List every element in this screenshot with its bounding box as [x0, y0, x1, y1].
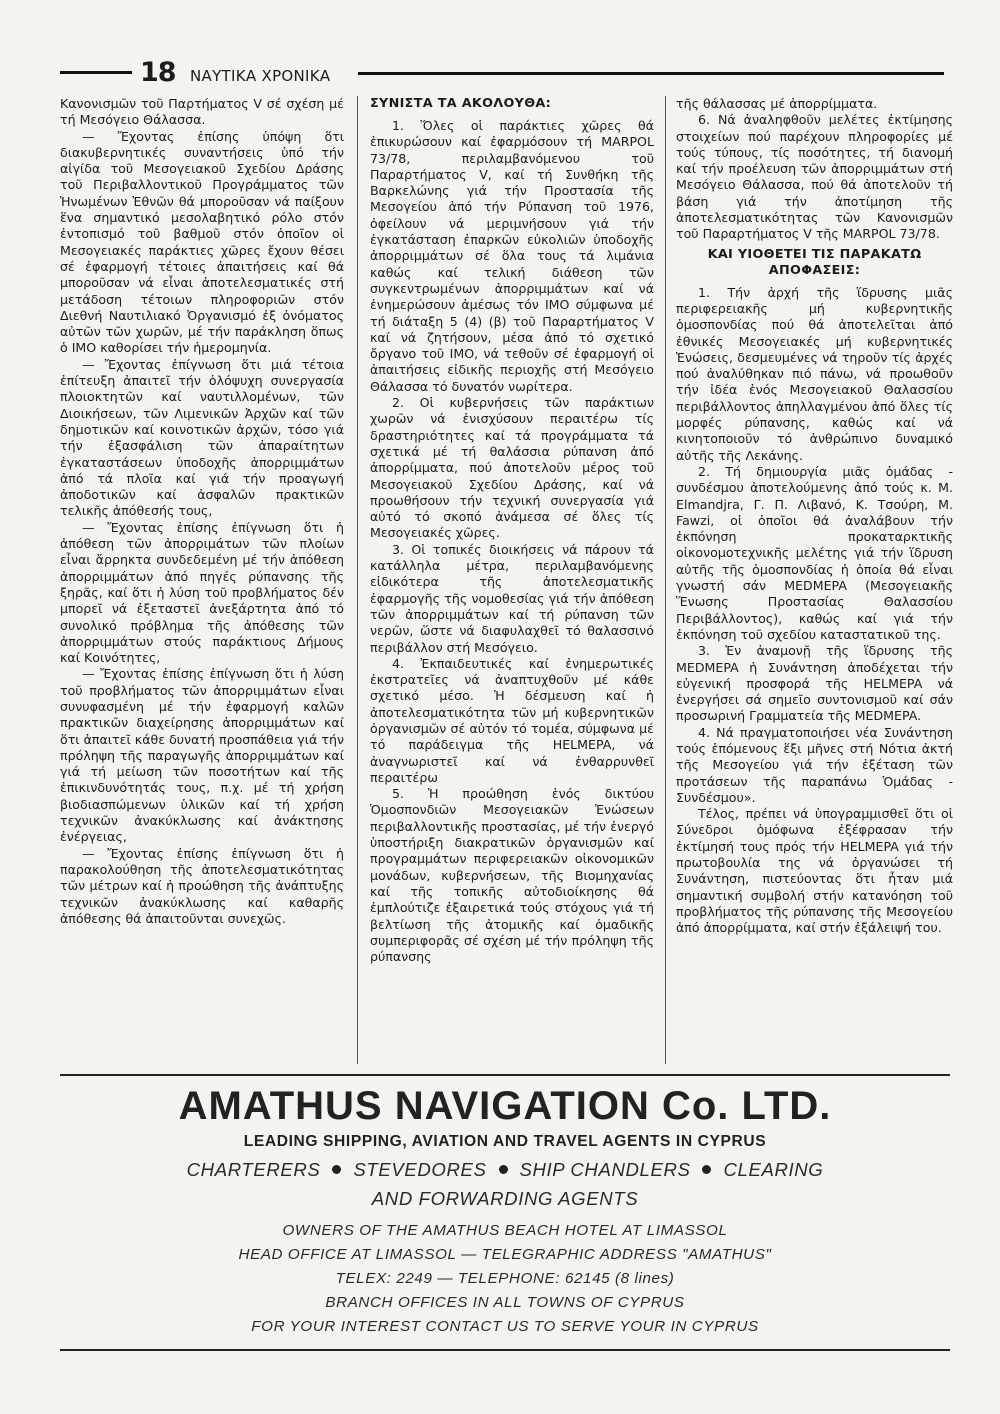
article-column-3 — [676, 96, 953, 937]
ad-services — [60, 1159, 950, 1181]
masthead-rule-left — [60, 71, 132, 74]
ad-tagline: LEADING SHIPPING, AVIATION AND TRAVEL AGENTS IN CYPRUS — [243, 1133, 767, 1150]
ad-service-item: STEVEDORES — [353, 1159, 487, 1180]
paragraph: τῆς θάλασσας μέ ἀπορρίμματα. — [676, 96, 878, 111]
paragraph: 1. Τήν ἀρχή τῆς ἵδρυσης μιᾶς περιφερειακῆς μή κυβερνητικῆς ὁμοσπονδίας πού θά ἀποτελεῖται ἀπό ἐθνικές Μεσογειακές μή κυβερνητικές Ἑνώσεις, δεσμευμένες νά τηροῦν τίς ἀρχές πού ἀναλύθηκαν πιό πάνω, νά προωθοῦν τήν ἰδέα ἑνός Μεσογειακοῦ Θαλασσίου περιβάλλοντος ἀπηλλαγμένου ἀπό ὅλες τίς μορφές ρύπανσης, καθώς καί νά κινητοποιοῦν τό ἀνθρώπινο δυναμικό αὐτῆς τῆς Λεκάνης. — [676, 284, 953, 463]
paragraph: 3. Ἐν ἀναμονῇ τῆς ἵδρυσης τῆς MEDMEPA ἡ Συνάντηση ἀποδέχεται τήν εὐγενική προσφορά τῆς HELMEPA νά ἐνεργήσει σά σημεῖο συντονισμοῦ καί σάν προσωρινή Γραμματεία τῆς MEDMEPA. — [676, 643, 953, 724]
ad-branches-line: BRANCH OFFICES IN ALL TOWNS OF CYPRUS — [325, 1294, 685, 1311]
article-column-1 — [60, 96, 344, 927]
bullet-icon — [702, 1165, 711, 1174]
ad-top-rule — [60, 1074, 950, 1076]
ad-service-item: CLEARING — [723, 1159, 824, 1180]
paragraph: 5. Ἡ προώθηση ἑνός δικτύου Ὁμοσπονδιῶν Μεσογειακῶν Ἑνώσεων περιβαλλοντικῆς προστασίας, μέ τήν ἐνεργό ὑποστήριξη διακρατικῶν ὀργανισμῶν καί προγραμμάτων περιφερειακῶν οἰκονομικῶν μονάδων, κυβερνήσεων, τῆς Βιομηχανίας καί τῆς τοπικῆς αὐτοδιοίκησης θά ἐμπλούτιζε ἐξαιρετικά τούς στόχους γιά τή βελτίωση τῆς ἀτομικῆς καί ὁμαδικῆς συμπεριφορᾶς σέ σχέση μέ τήν πρόληψη τῆς ρύπανσης — [370, 786, 654, 965]
paragraph: 1. Ὅλες οἱ παράκτιες χῶρες θά ἐπικυρώσουν καί ἐφαρμόσουν τή MARPOL 73/78, περιλαμβανόμενου τοῦ Παραρτήματος V, καί τή Συνθήκη τῆς Βαρκελώνης γιά τήν Προστασία τῆς Μεσογείου ἀπό τήν Ρύπανση τοῦ 1976, ὀφείλουν νά μεριμνήσουν γιά τήν ἐγκατάσταση ἐπαρκῶν εὐκολιῶν ὑποδοχῆς ἀπορριμμάτων σέ ὅλα τους τά λιμάνια καθώς καί τελική διάθεση τῶν συγκεντρωμένων ἀπορριμμάτων καί νά ἐνημερώσουν ἀμέσως τόν ΙΜΟ σύμφωνα μέ τή διάταξη 5 (4) (β) τοῦ Παραρτήματος V καί νά ζητήσουν, μέσα ἀπό τό σχετικό ὄργανο τοῦ ΙΜΟ, νά τεθοῦν σέ ἐφαρμογή οἱ ἀπαιτήσεις εἰδικῆς περιοχῆς στή Μεσόγειο Θάλασσα τό δυνατόν νωρίτερα. — [370, 118, 654, 394]
ad-company-name: AMATHUS NAVIGATION Co. LTD. — [178, 1084, 832, 1128]
ad-services-continued: AND FORWARDING AGENTS — [371, 1188, 639, 1209]
paragraph: — Ἔχοντας ἐπίγνωση ὅτι μιά τέτοια ἐπίτευξη ἀπαιτεῖ τήν ὁλόψυχη συνεργασία πλοιοκτητῶν καί ναυτιλλομένων, τῶν Διοικήσεων, τῶν Λιμενικῶν Ἀρχῶν καί τῶν δημοτικῶν καί κοινοτικῶν ἀρχῶν, τόσο γιά τήν ἐξασφάλιση τῶν ἀπαραίτητων ἐγκαταστάσεων ὑποδοχῆς ἀπορριμμάτων ἀπό τά πλοῖα καί γιά τήν προαγωγή ἀποδοτικῶν καί ἀσφαλῶν πρακτικῶν τελικῆς ἀπόθεσής τους, — [60, 356, 344, 519]
paragraph: 3. Οἱ τοπικές διοικήσεις νά πάρουν τά κατάλληλα μέτρα, περιλαμβανόμενης εἰδικότερα τῆς ἀποτελεσματικῆς ἐφαρμογῆς τῆς νομοθεσίας γιά τήν ἀπόθεση τῶν ἀπορριμμάτων καί τή ρύπανση τῶν νερῶν, ὥστε νά διαφυλαχθεῖ τό θαλασσινό περιβάλλον στή Μεσόγειο. — [370, 541, 654, 655]
paragraph: Τέλος, πρέπει νά ὑπογραμμισθεῖ ὅτι οἱ Σύνεδροι ὁμόφωνα ἐξέφρασαν τήν ἐκτίμησή τους πρός τήν HELMEPA γιά τήν πρωτοβουλία της νά ὀργανώσει τή Συνάντηση, πιστεύοντας ὅτι ἦταν μιά σημαντική συμβολή στήν κατανόηση τοῦ προβλήματος τῆς ρύπανσης τῆς Μεσογείου ἀπό ἀπορρίμματα, καί στήν ἐξάλειψή του. — [676, 806, 953, 936]
ad-owners-line: OWNERS OF THE AMATHUS BEACH HOTEL AT LIMASSOL — [282, 1222, 728, 1239]
ad-service-item: SHIP CHANDLERS — [519, 1159, 691, 1180]
ad-contact-line: TELEX: 2249 — TELEPHONE: 62145 (8 lines) — [335, 1270, 675, 1287]
section-heading: ΣΥΝΙΣΤΑ ΤΑ ΑΚΟΛΟΥΘΑ: — [370, 96, 552, 111]
ad-bottom-rule — [60, 1349, 950, 1351]
paragraph: Κανονισμῶν τοῦ Παρτήματος V σέ σχέση μέ τή Μεσόγειο Θάλασσα. — [60, 96, 344, 128]
paragraph: — Ἔχοντας ἐπίσης ὑπόψη ὅτι διακυβερνητικές συναντήσεις ὑπό τήν αἰγίδα τοῦ Μεσογειακοῦ Σχεδίου Δράσης τοῦ Περιβαλλοντικοῦ Προγράμματος τῶν Ἡνωμένων Ἐθνῶν θά μποροῦσαν νά παίξουν ἕνα σημαντικό μεσολαβητικό ρόλο στόν ἐντοπισμό τοῦ βαθμοῦ στόν ὁποῖον οἱ Μεσογειακές παράκτιες χῶρες ἔχουν θέσει σέ ἐφαρμογή τέτοιες ἀπαιτήσεις καί θά μποροῦσαν νά εἶναι ἀποτελεσματικές στή μετάδοση τέτοιων πληροφοριῶν στόν Διεθνή Ναυτιλιακό Ὀργανισμό ἐξ ὀνόματος αὐτῶν τῶν χωρῶν, μέ τήν παράκληση ὅπως ὁ ΙΜΟ καθορίσει τήν ἡμερομηνία. — [60, 128, 344, 356]
paragraph: 6. Νά ἀναληφθοῦν μελέτες ἐκτίμησης στοιχείων πού παρέχουν πληροφορίες μέ τούς τύπους, τίς ποσότητες, τή διανομή καί τήν προέλευση τῶν ἀπορριμμάτων στή Μεσόγειο Θάλασσα, πού θά ἀποτελοῦν τή βάση γιά τήν ἀποτίμηση τῆς ἀποτελεσματικότητας τῶν Κανονισμῶν τοῦ Παραρτήματος V τῆς MARPOL 73/78. — [676, 112, 953, 242]
bullet-icon — [499, 1165, 508, 1174]
page-number: 18 — [140, 57, 176, 88]
paragraph: 4. Ἐκπαιδευτικές καί ἐνημερωτικές ἐκστρατεῖες νά ἀναπτυχθοῦν μέ κάθε σχετικό μέσο. Ἡ δέσμευση καί ἡ ἀποτελεσματικότητα τῶν μή κυβερνητικῶν ὀργανισμῶν σέ αὐτόν τό τομέα, σύμφωνα μέ τό παράδειγμα τῆς HELMEPA, νά ἀναγνωριστεῖ καί νά ἐνθαρρυνθεῖ περαιτέρω — [370, 655, 654, 785]
paragraph: 2. Οἱ κυβερνήσεις τῶν παράκτιων χωρῶν νά ἐνισχύσουν περαιτέρω τίς δραστηριότητες καί τά προγράμματα τά σχετικά μέ τή θαλάσσια ρύπανση ἀπό ἀπορρίμματα, πού ἀποτελοῦν μέρος τοῦ Μεσογειακοῦ Σχεδίου Δράσης, καί νά προωθήσουν τήν τεχνική συνεργασία γιά αὐτό τό σκοπό ἀνάμεσα σέ ὅλες τίς Μεσογειακές χῶρες. — [370, 395, 654, 541]
section-heading: ΚΑΙ ΥΙΟΘΕΤΕΙ ΤΙΣ ΠΑΡΑΚΑΤΩ ΑΠΟΦΑΣΕΙΣ: — [707, 246, 922, 278]
publication-name: ΝΑΥΤΙΚΑ ΧΡΟΝΙΚΑ — [190, 67, 331, 85]
paragraph: 2. Τή δημιουργία μιᾶς ὁμάδας - συνδέσμου ἀποτελούμενης ἀπό τούς κ. M. Elmandjra, Γ. Π. Λιβανό, Κ. Τσούρη, Μ. Fawzi, οἱ ὁποῖοι θά ἀναλάβουν τήν ἐκπόνηση προκαταρκτικῆς οἰκονομοτεχνικῆς μελέτης γιά τήν ἵδρυση αὐτῆς τῆς ὁμοσπονδίας ἡ ὁποία θά εἶναι γνωστή σάν MEDMEPA (Μεσογειακῆς Ἕνωσης Προστασίας Θαλασσίου Περιβάλλοντος), καθώς καί γιά τήν ἐκπόνηση τοῦ σχεδίου καταστατικοῦ της. — [676, 463, 953, 642]
ad-service-item: CHARTERERS — [186, 1159, 321, 1180]
column-divider — [357, 96, 358, 1064]
paragraph: — Ἔχοντας ἐπίσης ἐπίγνωση ὅτι ἡ λύση τοῦ προβλήματος τῶν ἀπορριμμάτων εἶναι συνυφασμένη μέ τήν ἐφαρμογή καλῶν πρακτικῶν διαχείρησης ἀπορριμμάτων καί ὅτι ἀπαιτεῖ κάθε δυνατή προσπάθεια γιά τήν πρόληψη τῆς παραγωγῆς ἀπορριμμάτων καί γιά τή μείωση τῶν ποσοτήτων καί τῆς ἐπικινδυνότητάς τους, π.χ. μέ τή χρήση βιοδιασπώμενων ὑλικῶν καί τή χρήση τεχνικῶν ἀνακύκλωσης καί ἀνάκτησης ἐνέργειας, — [60, 666, 344, 845]
paragraph: 4. Νά πραγματοποιήσει νέα Συνάντηση τούς ἑπόμενους ἕξι μῆνες στή Νότια ἀκτή τῆς Μεσογείου γιά τήν ἐξέταση τῶν προτάσεων τῆς παραπάνω Ὁμάδας - Συνδέσμου». — [676, 724, 953, 805]
masthead-rule-right — [358, 72, 944, 75]
ad-head-office-line: HEAD OFFICE AT LIMASSOL — TELEGRAPHIC ADDRESS "AMATHUS" — [238, 1246, 772, 1263]
paragraph: — Ἔχοντας ἐπίσης ἐπίγνωση ὅτι ἡ παρακολούθηση τῆς ἀποτελεσματικότητας τῶν μέτρων καί ἡ προώθηση τῆς ἀνάπτυξης τεχνικῶν ἀνακύκλωσης καί καθαρῆς ἀπόθεσης θά ἀπαιτοῦνται συνεχῶς. — [60, 845, 344, 926]
bullet-icon — [332, 1165, 341, 1174]
column-divider — [665, 96, 666, 1064]
article-column-2 — [370, 96, 654, 965]
paragraph: — Ἔχοντας ἐπίσης ἐπίγνωση ὅτι ἡ ἀπόθεση τῶν ἀπορριμάτων τῶν πλοίων εἶναι ἄρρηκτα συνδεδεμένη μέ τήν ἀπόθεση ἀπορριμμάτων ἀπό πηγές ρύπανσης τῆς ξηρᾶς, καί ὅτι ἡ λύση τοῦ προβλήματος δέν μπορεῖ νά ἐξεταστεῖ ἀνεξάρτητα ἀπό τό συνολικό πρόβλημα τῆς ἀπόθεσης τῶν ἀπορριμμάτων στούς παράκτιους Δήμους καί Κοινότητες, — [60, 519, 344, 666]
ad-closing-line: FOR YOUR INTEREST CONTACT US TO SERVE YOUR IN CYPRUS — [251, 1318, 759, 1335]
